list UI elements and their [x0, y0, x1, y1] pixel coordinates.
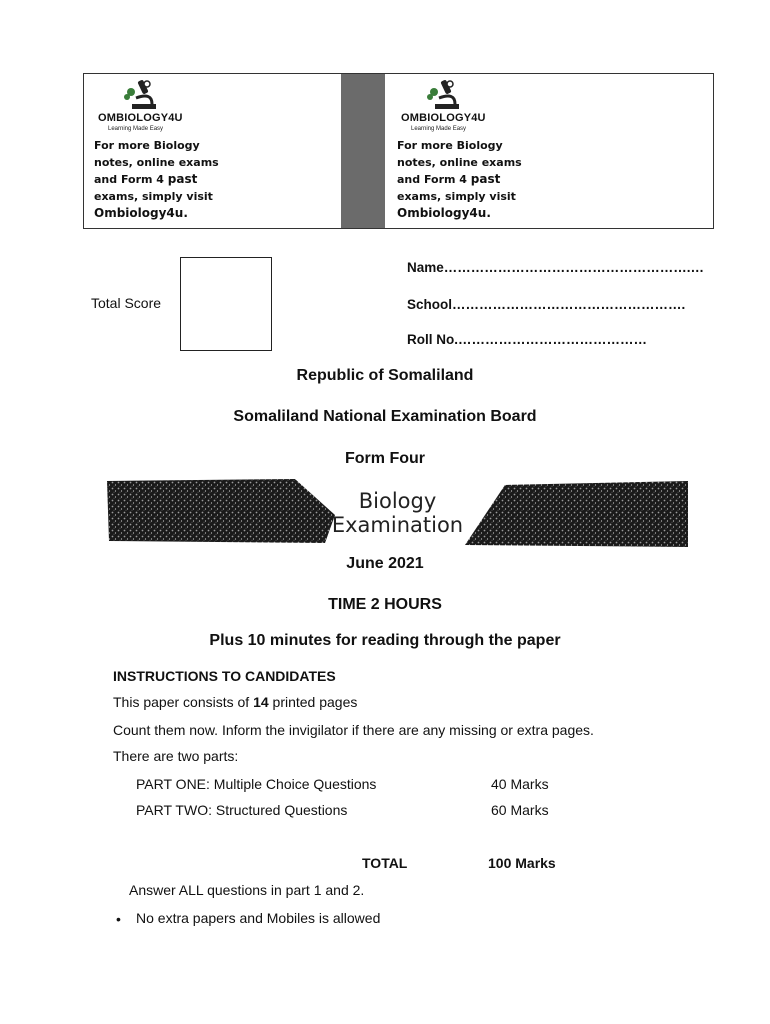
mobile-rule: No extra papers and Mobiles is allowed [136, 910, 381, 926]
promo-line: exams, simply visit [94, 189, 213, 203]
promo-line: For more Biology [397, 139, 503, 152]
promo-line: notes, online exams [397, 155, 522, 169]
total-score-label: Total Score [91, 295, 162, 311]
promo-site: Ombiology4u. [94, 206, 188, 220]
promo-site: Ombiology4u. [397, 206, 491, 220]
country-title: Republic of Somaliland [296, 367, 474, 384]
reading-time: Plus 10 minutes for reading through the paper [209, 632, 561, 649]
school-field[interactable]: School……………………………………………. [407, 297, 686, 312]
name-field[interactable]: Name……………………………………………….… [407, 260, 705, 275]
part-two-marks: 60 Marks [491, 802, 549, 818]
exam-type: Examination [331, 513, 464, 537]
logo-tagline: Learning Made Easy [108, 126, 164, 132]
answer-all-note: Answer ALL questions in part 1 and 2. [129, 882, 365, 898]
promo-right [397, 78, 617, 220]
board-title: Somaliland National Examination Board [233, 408, 537, 425]
ombiology-logo [397, 78, 617, 136]
banner-divider [341, 74, 385, 228]
promo-text [94, 138, 314, 205]
count-note: Count them now. Inform the invigilator if there are any missing or extra pages. [113, 722, 594, 738]
page-count: 14 [253, 694, 269, 710]
total-score-box[interactable] [180, 257, 272, 351]
roll-number-field[interactable]: Roll No.…………………………………… [407, 332, 647, 347]
part-one-marks: 40 Marks [491, 776, 549, 792]
promo-left [94, 78, 314, 220]
part-one-label: PART ONE: Multiple Choice Questions [136, 776, 377, 792]
logo-tagline: Learning Made Easy [411, 126, 467, 132]
part-two-label: PART TWO: Structured Questions [136, 802, 348, 818]
total-label: TOTAL [362, 855, 408, 871]
form-title: Form Four [345, 450, 425, 467]
bullet-icon: • [116, 911, 121, 927]
promo-line: exams, simply visit [397, 189, 516, 203]
promo-banner [83, 73, 714, 229]
total-marks: 100 Marks [488, 855, 556, 871]
page-count-line: This paper consists of 14 printed pages [113, 694, 358, 710]
logo-name: OMBIOLOGY4U [401, 112, 486, 124]
instructions-heading: INSTRUCTIONS TO CANDIDATES [113, 668, 336, 684]
promo-line: and Form 4 past [94, 172, 198, 186]
promo-line: notes, online exams [94, 155, 219, 169]
promo-line: and Form 4 past [397, 172, 501, 186]
exam-date: June 2021 [346, 555, 424, 572]
microscope-icon [425, 78, 465, 114]
logo-name: OMBIOLOGY4U [98, 112, 183, 124]
exam-subject: Biology [358, 489, 437, 513]
exam-title-graphic [105, 475, 690, 550]
promo-line: For more Biology [94, 139, 200, 152]
parts-intro: There are two parts: [113, 748, 239, 764]
ombiology-logo [94, 78, 314, 136]
microscope-icon [122, 78, 162, 114]
promo-text [397, 138, 617, 205]
exam-duration: TIME 2 HOURS [328, 596, 442, 613]
